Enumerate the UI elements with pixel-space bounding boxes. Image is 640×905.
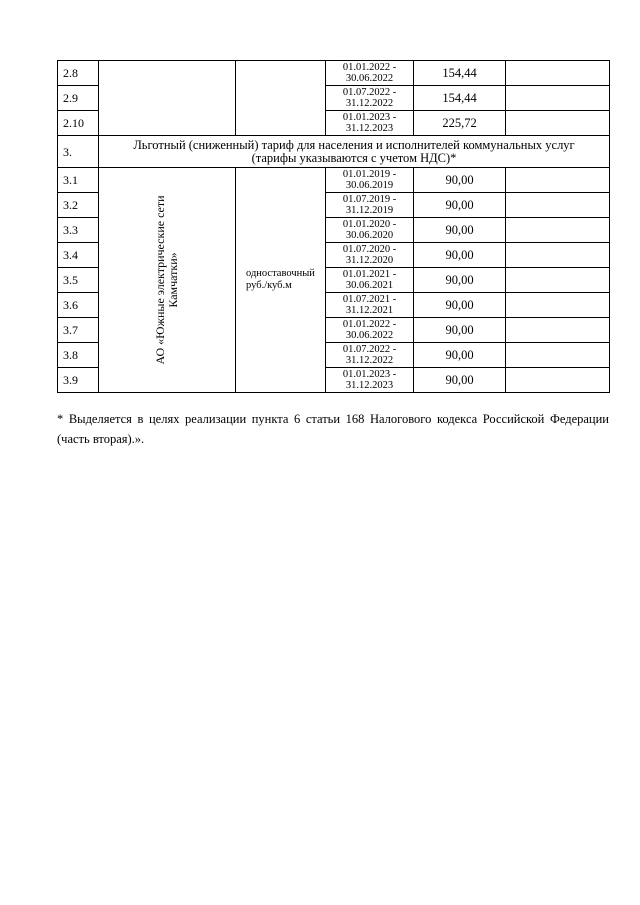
period-end: 30.06.2020 <box>345 230 394 241</box>
period-start: 01.01.2023 - <box>342 112 397 123</box>
period-end: 30.06.2022 <box>345 330 394 341</box>
tariff-value: 90,00 <box>414 218 506 243</box>
tariff-value: 90,00 <box>414 268 506 293</box>
tariff-value: 90,00 <box>414 343 506 368</box>
period-start: 01.07.2020 - <box>342 244 397 255</box>
period-start: 01.01.2023 - <box>342 369 397 380</box>
period-start: 01.07.2022 - <box>342 344 397 355</box>
period-end: 31.12.2023 <box>345 123 394 134</box>
section-header-row <box>58 136 610 168</box>
org-cell <box>99 168 236 393</box>
tariff-value: 90,00 <box>414 168 506 193</box>
tariff-value: 90,00 <box>414 293 506 318</box>
period-start: 01.07.2021 - <box>342 294 397 305</box>
row-number: 3.2 <box>58 193 99 218</box>
row-number: 3.1 <box>58 168 99 193</box>
section-title-line2: (тарифы указываются с учетом НДС)* <box>251 150 457 165</box>
tariff-value: 90,00 <box>414 193 506 218</box>
period-end: 31.12.2022 <box>345 98 394 109</box>
period-end: 31.12.2021 <box>345 305 394 316</box>
section-title <box>99 136 610 168</box>
empty-cell <box>506 193 610 218</box>
tariff-value: 154,44 <box>414 61 506 86</box>
period-cell <box>326 218 414 243</box>
tariff-table <box>57 60 610 393</box>
row-number: 2.9 <box>58 86 99 111</box>
period-cell <box>326 193 414 218</box>
period-cell <box>326 111 414 136</box>
period-end: 31.12.2023 <box>345 380 394 391</box>
empty-cell <box>506 218 610 243</box>
row-number: 2.10 <box>58 111 99 136</box>
period-start: 01.07.2019 - <box>342 194 397 205</box>
empty-cell <box>506 368 610 393</box>
period-start: 01.01.2020 - <box>342 219 397 230</box>
empty-cell <box>506 268 610 293</box>
unit-cell <box>236 168 326 393</box>
period-cell <box>326 168 414 193</box>
empty-cell <box>506 168 610 193</box>
row-number: 3.7 <box>58 318 99 343</box>
tariff-value: 90,00 <box>414 318 506 343</box>
org-name-line2: Камчатки» <box>166 252 180 308</box>
period-end: 30.06.2022 <box>345 73 394 84</box>
row-number: 3.5 <box>58 268 99 293</box>
unit-line2: руб./куб.м <box>246 280 292 291</box>
period-end: 31.12.2019 <box>345 205 394 216</box>
period-end: 31.12.2020 <box>345 255 394 266</box>
tariff-value: 90,00 <box>414 368 506 393</box>
period-end: 31.12.2022 <box>345 355 394 366</box>
unit-cell-empty <box>236 61 326 136</box>
org-name-line1: АО «Южные электрические сети <box>153 195 167 365</box>
unit-line1: одноставочный <box>246 268 315 279</box>
period-cell <box>326 86 414 111</box>
empty-cell <box>506 61 610 86</box>
row-number: 3.6 <box>58 293 99 318</box>
period-start: 01.01.2021 - <box>342 269 397 280</box>
empty-cell <box>506 318 610 343</box>
tariff-value: 90,00 <box>414 243 506 268</box>
row-number: 3.3 <box>58 218 99 243</box>
row-number: 2.8 <box>58 61 99 86</box>
section-title-line1: Льготный (сниженный) тариф для населения и исполнителей коммунальных услуг <box>133 137 575 152</box>
table-row <box>58 168 610 193</box>
period-cell <box>326 293 414 318</box>
empty-cell <box>506 243 610 268</box>
tariff-value: 154,44 <box>414 86 506 111</box>
period-cell <box>326 268 414 293</box>
period-cell <box>326 61 414 86</box>
period-start: 01.01.2019 - <box>342 169 397 180</box>
period-end: 30.06.2019 <box>345 180 394 191</box>
row-number: 3.9 <box>58 368 99 393</box>
period-start: 01.07.2022 - <box>342 87 397 98</box>
footnote: * Выделяется в целях реализации пункта 6 статьи 168 Налогового кодекса Российской Федерации (часть вторая).». <box>57 412 609 446</box>
tariff-value: 225,72 <box>414 111 506 136</box>
section-number: 3. <box>58 136 99 168</box>
org-name <box>154 180 180 380</box>
row-number: 3.8 <box>58 343 99 368</box>
table-row <box>58 61 610 86</box>
period-cell <box>326 343 414 368</box>
period-cell <box>326 318 414 343</box>
row-number: 3.4 <box>58 243 99 268</box>
period-start: 01.01.2022 - <box>342 62 397 73</box>
period-cell <box>326 243 414 268</box>
org-cell-empty <box>99 61 236 136</box>
period-end: 30.06.2021 <box>345 280 394 291</box>
period-cell <box>326 368 414 393</box>
empty-cell <box>506 293 610 318</box>
empty-cell <box>506 86 610 111</box>
empty-cell <box>506 343 610 368</box>
period-start: 01.01.2022 - <box>342 319 397 330</box>
empty-cell <box>506 111 610 136</box>
